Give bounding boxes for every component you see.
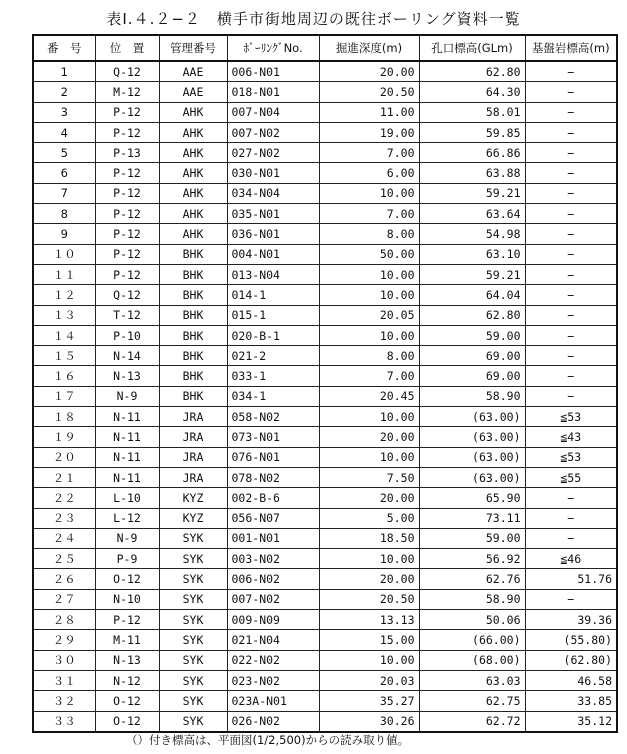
cell-elevation: 62.80 xyxy=(419,305,525,325)
table-row xyxy=(33,346,617,366)
cell-boring-no: 058-N02 xyxy=(227,407,319,427)
table-row xyxy=(33,508,617,528)
cell-elevation: 64.30 xyxy=(419,82,525,102)
cell-number: １７ xyxy=(33,386,95,406)
cell-location: N-12 xyxy=(95,670,159,690)
cell-management-code: SYK xyxy=(159,610,227,630)
cell-management-code: BHK xyxy=(159,264,227,284)
table-row xyxy=(33,102,617,122)
cell-management-code: BHK xyxy=(159,346,227,366)
table-row xyxy=(33,407,617,427)
cell-management-code: BHK xyxy=(159,305,227,325)
footnote: （）付き標高は、平面図(1/2,500)からの読み取り値。 xyxy=(126,733,410,747)
cell-boring-no: 009-N09 xyxy=(227,610,319,630)
cell-bedrock-elevation: − xyxy=(525,61,617,82)
cell-depth: 20.05 xyxy=(319,305,419,325)
cell-elevation: 58.90 xyxy=(419,386,525,406)
cell-management-code: BHK xyxy=(159,386,227,406)
cell-boring-no: 006-N02 xyxy=(227,569,319,589)
cell-elevation: 58.01 xyxy=(419,102,525,122)
cell-bedrock-elevation: 35.12 xyxy=(525,711,617,732)
cell-elevation: (63.00) xyxy=(419,447,525,467)
cell-management-code: SYK xyxy=(159,670,227,690)
cell-bedrock-elevation: − xyxy=(525,589,617,609)
cell-management-code: AHK xyxy=(159,204,227,224)
cell-elevation: 58.90 xyxy=(419,589,525,609)
cell-number: １４ xyxy=(33,325,95,345)
cell-management-code: SYK xyxy=(159,569,227,589)
cell-number: ２６ xyxy=(33,569,95,589)
cell-elevation: 59.85 xyxy=(419,122,525,142)
cell-location: L-10 xyxy=(95,488,159,508)
cell-number: １３ xyxy=(33,305,95,325)
cell-boring-no: 006-N01 xyxy=(227,61,319,82)
table-row xyxy=(33,122,617,142)
cell-number: ３０ xyxy=(33,650,95,670)
cell-depth: 10.00 xyxy=(319,407,419,427)
cell-elevation: (63.00) xyxy=(419,427,525,447)
header-boring-no: ﾎﾞｰﾘﾝｸﾞNo. xyxy=(227,35,319,61)
cell-location: P-12 xyxy=(95,163,159,183)
cell-location: P-9 xyxy=(95,549,159,569)
table-row xyxy=(33,528,617,548)
cell-boring-no: 034-N04 xyxy=(227,183,319,203)
cell-bedrock-elevation: − xyxy=(525,325,617,345)
cell-management-code: BHK xyxy=(159,244,227,264)
cell-location: M-12 xyxy=(95,82,159,102)
cell-number: ２１ xyxy=(33,467,95,487)
table-row xyxy=(33,61,617,82)
cell-elevation: 62.76 xyxy=(419,569,525,589)
cell-number: １２ xyxy=(33,285,95,305)
table-row xyxy=(33,224,617,244)
table-row xyxy=(33,163,617,183)
cell-depth: 13.13 xyxy=(319,610,419,630)
cell-location: P-12 xyxy=(95,204,159,224)
cell-depth: 35.27 xyxy=(319,691,419,711)
cell-depth: 20.00 xyxy=(319,569,419,589)
cell-boring-no: 056-N07 xyxy=(227,508,319,528)
cell-bedrock-elevation: ≦53 xyxy=(525,447,617,467)
header-depth: 掘進深度(m) xyxy=(319,35,419,61)
cell-depth: 10.00 xyxy=(319,325,419,345)
cell-management-code: AHK xyxy=(159,183,227,203)
cell-depth: 20.00 xyxy=(319,488,419,508)
cell-boring-no: 020-B-1 xyxy=(227,325,319,345)
cell-boring-no: 078-N02 xyxy=(227,467,319,487)
table-row xyxy=(33,467,617,487)
cell-boring-no: 002-B-6 xyxy=(227,488,319,508)
cell-management-code: JRA xyxy=(159,407,227,427)
cell-location: O-12 xyxy=(95,569,159,589)
cell-boring-no: 076-N01 xyxy=(227,447,319,467)
cell-depth: 50.00 xyxy=(319,244,419,264)
cell-depth: 15.00 xyxy=(319,630,419,650)
table-row xyxy=(33,325,617,345)
cell-management-code: JRA xyxy=(159,427,227,447)
cell-boring-no: 027-N02 xyxy=(227,143,319,163)
header-number: 番 号 xyxy=(33,35,95,61)
cell-depth: 10.00 xyxy=(319,447,419,467)
cell-depth: 10.00 xyxy=(319,264,419,284)
cell-management-code: AAE xyxy=(159,61,227,82)
cell-bedrock-elevation: − xyxy=(525,224,617,244)
cell-elevation: 65.90 xyxy=(419,488,525,508)
cell-depth: 19.00 xyxy=(319,122,419,142)
cell-bedrock-elevation: − xyxy=(525,528,617,548)
cell-elevation: 59.21 xyxy=(419,264,525,284)
cell-bedrock-elevation: − xyxy=(525,488,617,508)
cell-depth: 7.00 xyxy=(319,366,419,386)
cell-number: 4 xyxy=(33,122,95,142)
cell-number: ３２ xyxy=(33,691,95,711)
cell-bedrock-elevation: − xyxy=(525,163,617,183)
cell-elevation: 56.92 xyxy=(419,549,525,569)
cell-bedrock-elevation: − xyxy=(525,386,617,406)
table-row xyxy=(33,285,617,305)
cell-boring-no: 001-N01 xyxy=(227,528,319,548)
cell-bedrock-elevation: ≦43 xyxy=(525,427,617,447)
table-row xyxy=(33,82,617,102)
table-row xyxy=(33,650,617,670)
cell-boring-no: 007-N02 xyxy=(227,122,319,142)
cell-boring-no: 023-N02 xyxy=(227,670,319,690)
cell-number: ３３ xyxy=(33,711,95,732)
cell-management-code: BHK xyxy=(159,325,227,345)
cell-depth: 7.00 xyxy=(319,143,419,163)
cell-management-code: AHK xyxy=(159,102,227,122)
cell-depth: 20.00 xyxy=(319,61,419,82)
cell-bedrock-elevation: − xyxy=(525,346,617,366)
cell-depth: 20.03 xyxy=(319,670,419,690)
cell-location: N-11 xyxy=(95,447,159,467)
cell-management-code: BHK xyxy=(159,366,227,386)
cell-location: N-14 xyxy=(95,346,159,366)
cell-elevation: 64.04 xyxy=(419,285,525,305)
table-row xyxy=(33,386,617,406)
cell-elevation: 59.00 xyxy=(419,528,525,548)
cell-elevation: 62.80 xyxy=(419,61,525,82)
cell-bedrock-elevation: 51.76 xyxy=(525,569,617,589)
cell-bedrock-elevation: − xyxy=(525,122,617,142)
table-title: 表Ⅰ.４.２−２ 横手市街地周辺の既往ボーリング資料一覧 xyxy=(106,10,521,28)
cell-boring-no: 013-N04 xyxy=(227,264,319,284)
cell-bedrock-elevation: − xyxy=(525,264,617,284)
cell-boring-no: 026-N02 xyxy=(227,711,319,732)
cell-depth: 8.00 xyxy=(319,346,419,366)
header-row xyxy=(33,35,617,61)
cell-bedrock-elevation: (62.80) xyxy=(525,650,617,670)
cell-number: 7 xyxy=(33,183,95,203)
cell-depth: 20.50 xyxy=(319,82,419,102)
cell-elevation: 66.86 xyxy=(419,143,525,163)
cell-management-code: JRA xyxy=(159,467,227,487)
cell-bedrock-elevation: − xyxy=(525,508,617,528)
table-row xyxy=(33,488,617,508)
cell-bedrock-elevation: ≦53 xyxy=(525,407,617,427)
table-row xyxy=(33,305,617,325)
cell-number: １９ xyxy=(33,427,95,447)
table-row xyxy=(33,670,617,690)
table-body xyxy=(33,61,617,732)
cell-location: P-12 xyxy=(95,183,159,203)
cell-depth: 10.00 xyxy=(319,549,419,569)
cell-boring-no: 030-N01 xyxy=(227,163,319,183)
cell-number: 5 xyxy=(33,143,95,163)
cell-depth: 20.50 xyxy=(319,589,419,609)
cell-elevation: 59.21 xyxy=(419,183,525,203)
cell-number: ３１ xyxy=(33,670,95,690)
cell-elevation: 62.75 xyxy=(419,691,525,711)
cell-boring-no: 014-1 xyxy=(227,285,319,305)
cell-boring-no: 021-2 xyxy=(227,346,319,366)
cell-depth: 7.00 xyxy=(319,204,419,224)
cell-number: ２５ xyxy=(33,549,95,569)
cell-number: １５ xyxy=(33,346,95,366)
cell-elevation: 63.10 xyxy=(419,244,525,264)
table-row xyxy=(33,204,617,224)
cell-boring-no: 033-1 xyxy=(227,366,319,386)
table-row xyxy=(33,244,617,264)
cell-number: ２４ xyxy=(33,528,95,548)
cell-management-code: SYK xyxy=(159,630,227,650)
cell-management-code: SYK xyxy=(159,691,227,711)
cell-depth: 10.00 xyxy=(319,650,419,670)
cell-number: 9 xyxy=(33,224,95,244)
header-location: 位 置 xyxy=(95,35,159,61)
cell-location: P-12 xyxy=(95,122,159,142)
cell-bedrock-elevation: − xyxy=(525,143,617,163)
cell-location: N-11 xyxy=(95,407,159,427)
cell-location: N-9 xyxy=(95,386,159,406)
cell-bedrock-elevation: 33.85 xyxy=(525,691,617,711)
cell-elevation: 50.06 xyxy=(419,610,525,630)
table-row xyxy=(33,264,617,284)
cell-management-code: AHK xyxy=(159,163,227,183)
cell-location: N-11 xyxy=(95,467,159,487)
cell-boring-no: 036-N01 xyxy=(227,224,319,244)
table-row xyxy=(33,711,617,732)
cell-elevation: 63.64 xyxy=(419,204,525,224)
table-row xyxy=(33,569,617,589)
cell-number: ２９ xyxy=(33,630,95,650)
table-row xyxy=(33,630,617,650)
cell-boring-no: 004-N01 xyxy=(227,244,319,264)
table-row xyxy=(33,183,617,203)
cell-management-code: AAE xyxy=(159,82,227,102)
table-row xyxy=(33,610,617,630)
cell-elevation: 54.98 xyxy=(419,224,525,244)
cell-location: P-12 xyxy=(95,224,159,244)
header-management-code: 管理番号 xyxy=(159,35,227,61)
cell-depth: 18.50 xyxy=(319,528,419,548)
cell-location: P-12 xyxy=(95,264,159,284)
cell-elevation: 62.72 xyxy=(419,711,525,732)
cell-management-code: JRA xyxy=(159,447,227,467)
cell-location: N-13 xyxy=(95,650,159,670)
cell-bedrock-elevation: 39.36 xyxy=(525,610,617,630)
header-elevation: 孔口標高(GLm) xyxy=(419,35,525,61)
cell-number: 8 xyxy=(33,204,95,224)
cell-depth: 10.00 xyxy=(319,285,419,305)
cell-bedrock-elevation: (55.80) xyxy=(525,630,617,650)
cell-management-code: AHK xyxy=(159,122,227,142)
cell-bedrock-elevation: ≦55 xyxy=(525,467,617,487)
cell-location: N-10 xyxy=(95,589,159,609)
cell-depth: 20.00 xyxy=(319,427,419,447)
cell-boring-no: 034-1 xyxy=(227,386,319,406)
cell-management-code: AHK xyxy=(159,143,227,163)
table-row xyxy=(33,589,617,609)
cell-boring-no: 073-N01 xyxy=(227,427,319,447)
cell-management-code: SYK xyxy=(159,528,227,548)
header-bedrock-elevation: 基盤岩標高(m) xyxy=(525,35,617,61)
cell-number: １１ xyxy=(33,264,95,284)
cell-bedrock-elevation: − xyxy=(525,366,617,386)
cell-number: ２７ xyxy=(33,589,95,609)
cell-location: P-12 xyxy=(95,610,159,630)
cell-number: 3 xyxy=(33,102,95,122)
table-row xyxy=(33,691,617,711)
cell-number: １０ xyxy=(33,244,95,264)
cell-management-code: SYK xyxy=(159,549,227,569)
table-row xyxy=(33,549,617,569)
cell-depth: 20.45 xyxy=(319,386,419,406)
cell-boring-no: 018-N01 xyxy=(227,82,319,102)
cell-boring-no: 003-N02 xyxy=(227,549,319,569)
cell-bedrock-elevation: − xyxy=(525,305,617,325)
cell-bedrock-elevation: − xyxy=(525,102,617,122)
cell-bedrock-elevation: − xyxy=(525,204,617,224)
cell-elevation: 69.00 xyxy=(419,346,525,366)
cell-depth: 11.00 xyxy=(319,102,419,122)
table-row xyxy=(33,427,617,447)
cell-location: L-12 xyxy=(95,508,159,528)
cell-depth: 8.00 xyxy=(319,224,419,244)
cell-number: １６ xyxy=(33,366,95,386)
cell-number: 6 xyxy=(33,163,95,183)
cell-location: T-12 xyxy=(95,305,159,325)
cell-management-code: BHK xyxy=(159,285,227,305)
cell-boring-no: 021-N04 xyxy=(227,630,319,650)
cell-boring-no: 015-1 xyxy=(227,305,319,325)
cell-management-code: AHK xyxy=(159,224,227,244)
cell-elevation: 69.00 xyxy=(419,366,525,386)
cell-number: ２０ xyxy=(33,447,95,467)
cell-depth: 30.26 xyxy=(319,711,419,732)
cell-location: Q-12 xyxy=(95,61,159,82)
cell-management-code: SYK xyxy=(159,589,227,609)
cell-location: O-12 xyxy=(95,691,159,711)
cell-location: Q-12 xyxy=(95,285,159,305)
cell-location: N-13 xyxy=(95,366,159,386)
cell-depth: 6.00 xyxy=(319,163,419,183)
table-row xyxy=(33,447,617,467)
cell-management-code: SYK xyxy=(159,650,227,670)
cell-number: １８ xyxy=(33,407,95,427)
cell-depth: 10.00 xyxy=(319,183,419,203)
cell-depth: 5.00 xyxy=(319,508,419,528)
cell-management-code: SYK xyxy=(159,711,227,732)
cell-number: 1 xyxy=(33,61,95,82)
cell-elevation: 63.88 xyxy=(419,163,525,183)
cell-elevation: (68.00) xyxy=(419,650,525,670)
cell-elevation: 59.00 xyxy=(419,325,525,345)
cell-bedrock-elevation: 46.58 xyxy=(525,670,617,690)
cell-location: N-9 xyxy=(95,528,159,548)
cell-boring-no: 035-N01 xyxy=(227,204,319,224)
cell-number: ２８ xyxy=(33,610,95,630)
cell-location: P-13 xyxy=(95,143,159,163)
cell-bedrock-elevation: − xyxy=(525,285,617,305)
cell-elevation: (66.00) xyxy=(419,630,525,650)
cell-boring-no: 007-N02 xyxy=(227,589,319,609)
cell-location: P-12 xyxy=(95,102,159,122)
cell-number: 2 xyxy=(33,82,95,102)
cell-location: P-10 xyxy=(95,325,159,345)
cell-bedrock-elevation: ≦46 xyxy=(525,549,617,569)
cell-elevation: (63.00) xyxy=(419,407,525,427)
cell-management-code: KYZ xyxy=(159,508,227,528)
cell-location: N-11 xyxy=(95,427,159,447)
cell-number: ２２ xyxy=(33,488,95,508)
cell-depth: 7.50 xyxy=(319,467,419,487)
table-row xyxy=(33,366,617,386)
cell-number: ２３ xyxy=(33,508,95,528)
cell-boring-no: 007-N04 xyxy=(227,102,319,122)
cell-location: O-12 xyxy=(95,711,159,732)
cell-elevation: 63.03 xyxy=(419,670,525,690)
cell-bedrock-elevation: − xyxy=(525,244,617,264)
table-row xyxy=(33,143,617,163)
cell-management-code: KYZ xyxy=(159,488,227,508)
cell-location: P-12 xyxy=(95,244,159,264)
boring-data-table xyxy=(32,34,618,733)
cell-boring-no: 023A-N01 xyxy=(227,691,319,711)
cell-elevation: 73.11 xyxy=(419,508,525,528)
cell-boring-no: 022-N02 xyxy=(227,650,319,670)
cell-bedrock-elevation: − xyxy=(525,82,617,102)
cell-elevation: (63.00) xyxy=(419,467,525,487)
cell-location: M-11 xyxy=(95,630,159,650)
cell-bedrock-elevation: − xyxy=(525,183,617,203)
